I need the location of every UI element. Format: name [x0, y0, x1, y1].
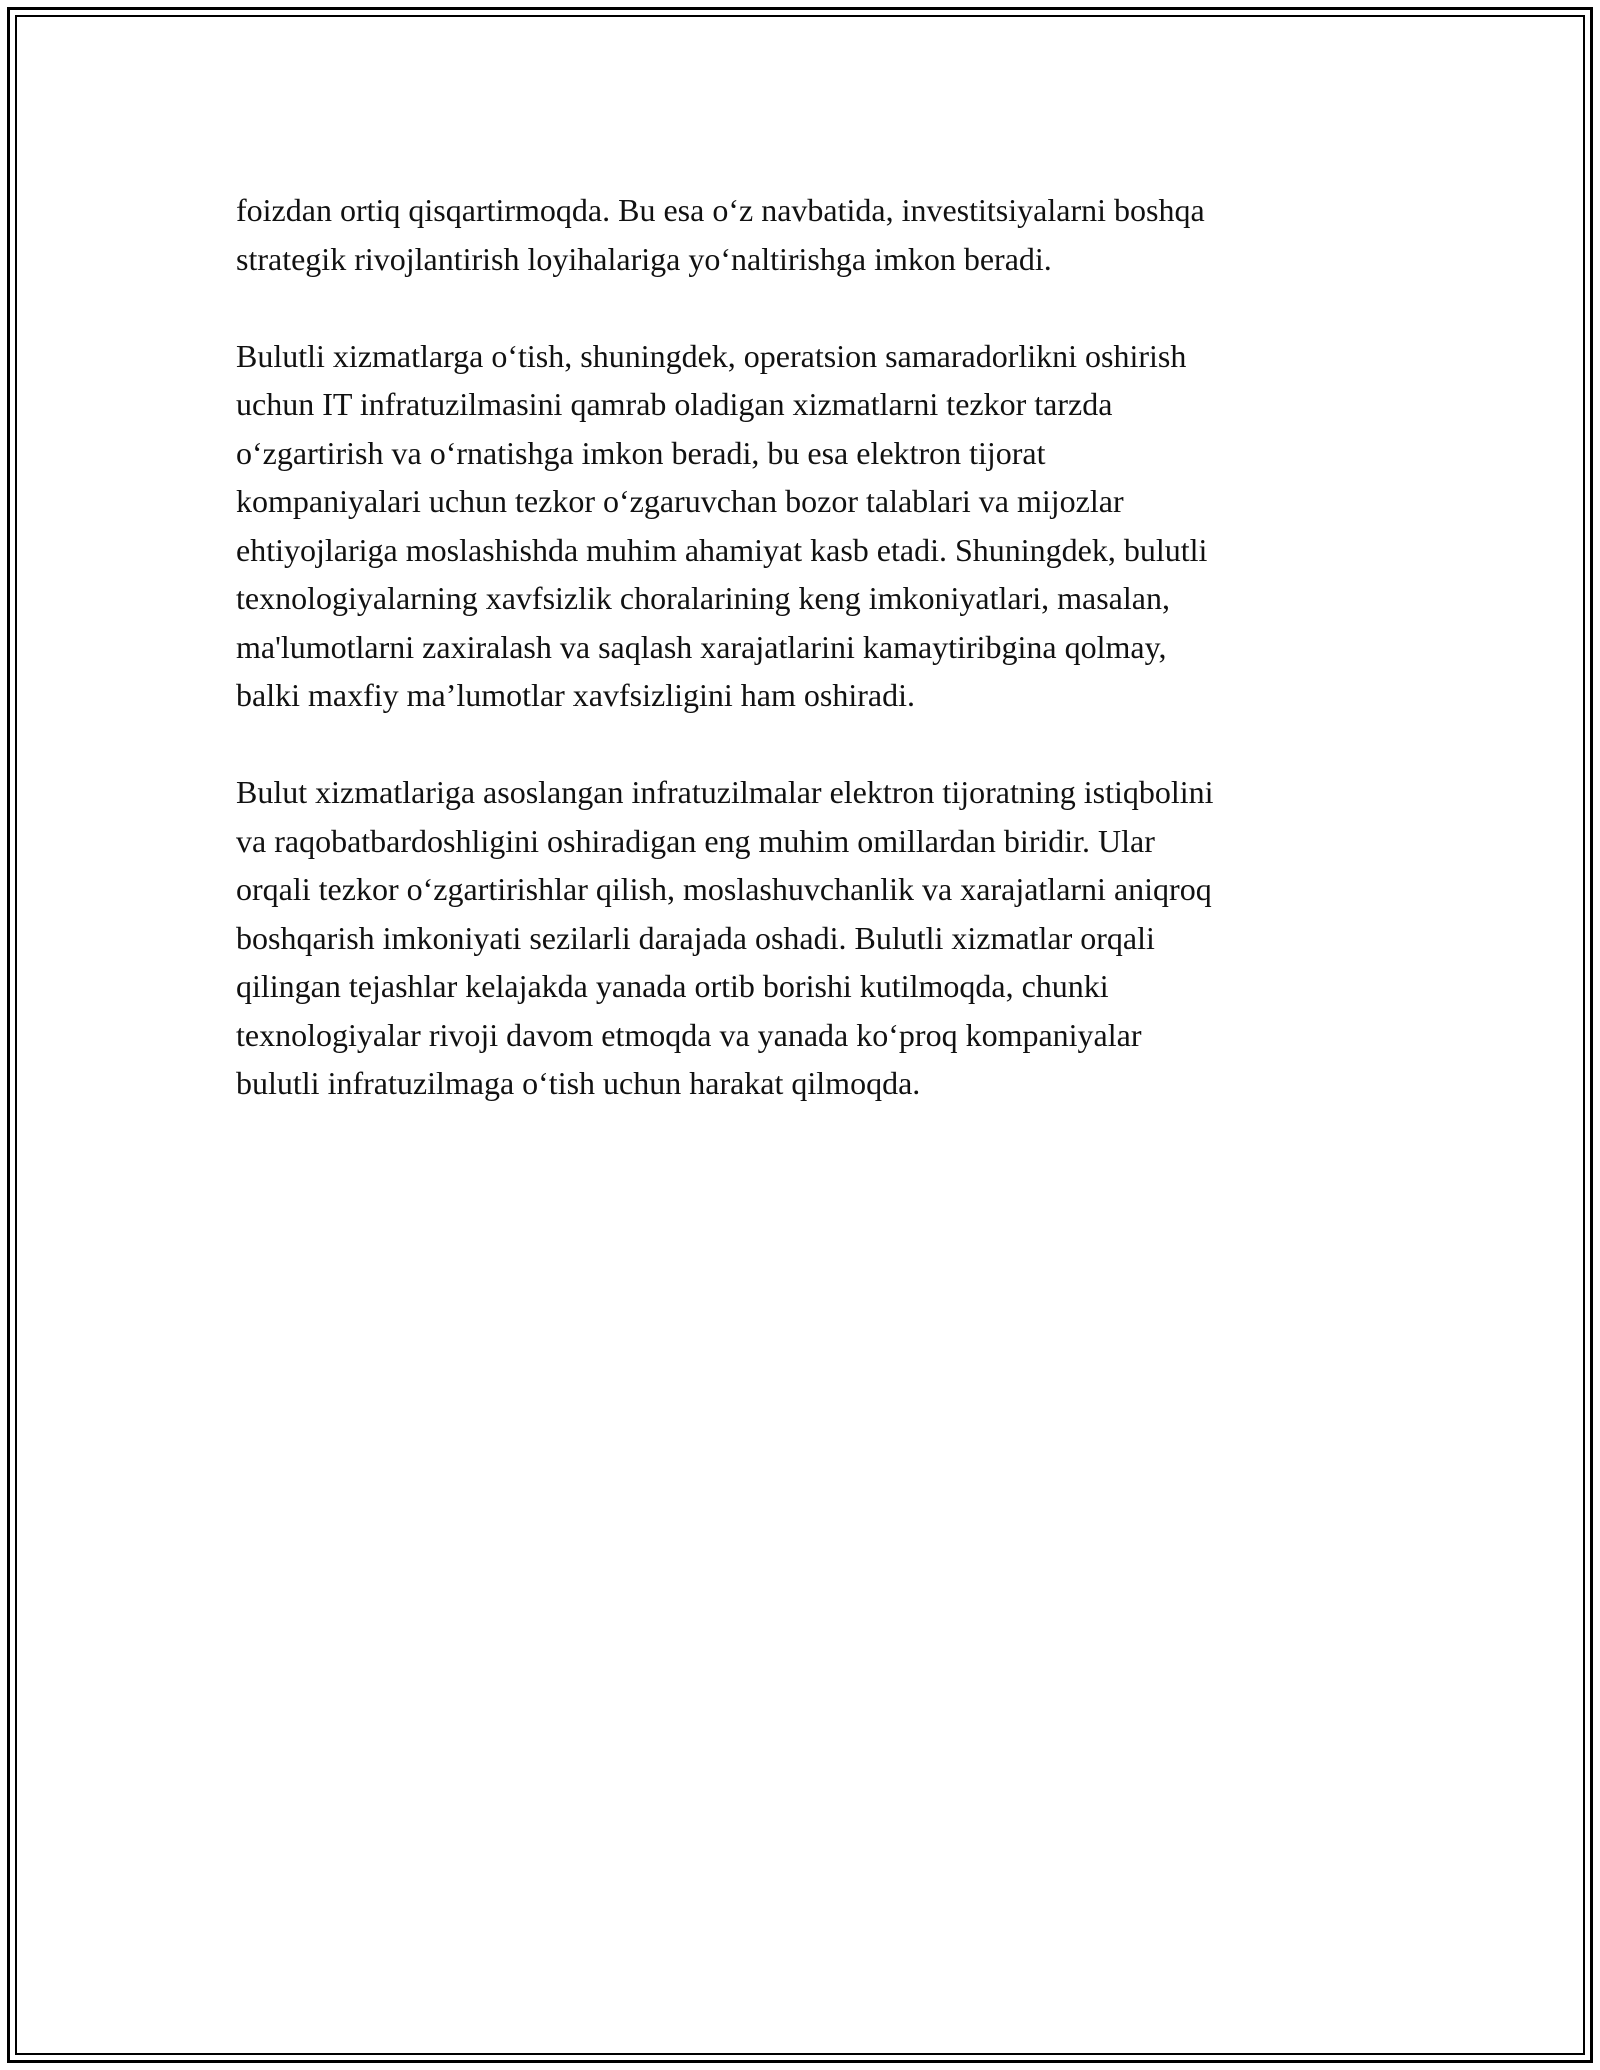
text-line: ma'lumotlarni zaxiralash va saqlash xarajatlarini kamaytiribgina qolmay, — [236, 628, 1167, 665]
text-line: o‘zgartirish va o‘rnatishga imkon beradi, bu esa elektron tijorat — [236, 434, 1046, 471]
text-line: bulutli infratuzilmaga o‘tish uchun harakat qilmoqda. — [236, 1065, 921, 1101]
document-body — [236, 186, 1366, 1108]
text-line: orqali tezkor o‘zgartirishlar qilish, moslashuvchanlik va xarajatlarni aniqroq — [236, 871, 1212, 907]
text-line: va raqobatbardoshligini oshiradigan eng muhim omillardan biridir. Ular — [236, 822, 1155, 859]
text-line: texnologiyalar rivoji davom etmoqda va yanada ko‘proq kompaniyalar — [236, 1016, 1142, 1053]
paragraph-3 — [236, 768, 1366, 1108]
text-line: foizdan ortiq qisqartirmoqda. Bu esa o‘z navbatida, investitsiyalarni boshqa — [236, 192, 1205, 228]
text-line: texnologiyalarning xavfsizlik choralarining keng imkoniyatlari, masalan, — [236, 580, 1170, 616]
text-line: ehtiyojlariga moslashishda muhim ahamiyat kasb etadi. Shuningdek, bulutli — [236, 531, 1208, 568]
text-line: kompaniyalari uchun tezkor o‘zgaruvchan bozor talablari va mijozlar — [236, 483, 1124, 519]
text-line: boshqarish imkoniyati sezilarli darajada oshadi. Bulutli xizmatlar orqali — [236, 919, 1155, 956]
text-line: qilingan tejashlar kelajakda yanada ortib borishi kutilmoqda, chunki — [236, 968, 1109, 1004]
text-line: strategik rivojlantirish loyihalariga yo‘naltirishga imkon beradi. — [236, 240, 1052, 277]
paragraph-1 — [236, 186, 1366, 283]
text-line: balki maxfiy ma’lumotlar xavfsizligini ham oshiradi. — [236, 677, 915, 713]
text-line: Bulut xizmatlariga asoslangan infratuzilmalar elektron tijoratning istiqbolini — [236, 774, 1214, 810]
paragraph-2 — [236, 332, 1366, 720]
text-line: Bulutli xizmatlarga o‘tish, shuningdek, operatsion samaradorlikni oshirish — [236, 337, 1187, 374]
text-line: uchun IT infratuzilmasini qamrab oladigan xizmatlarni tezkor tarzda — [236, 386, 1113, 422]
